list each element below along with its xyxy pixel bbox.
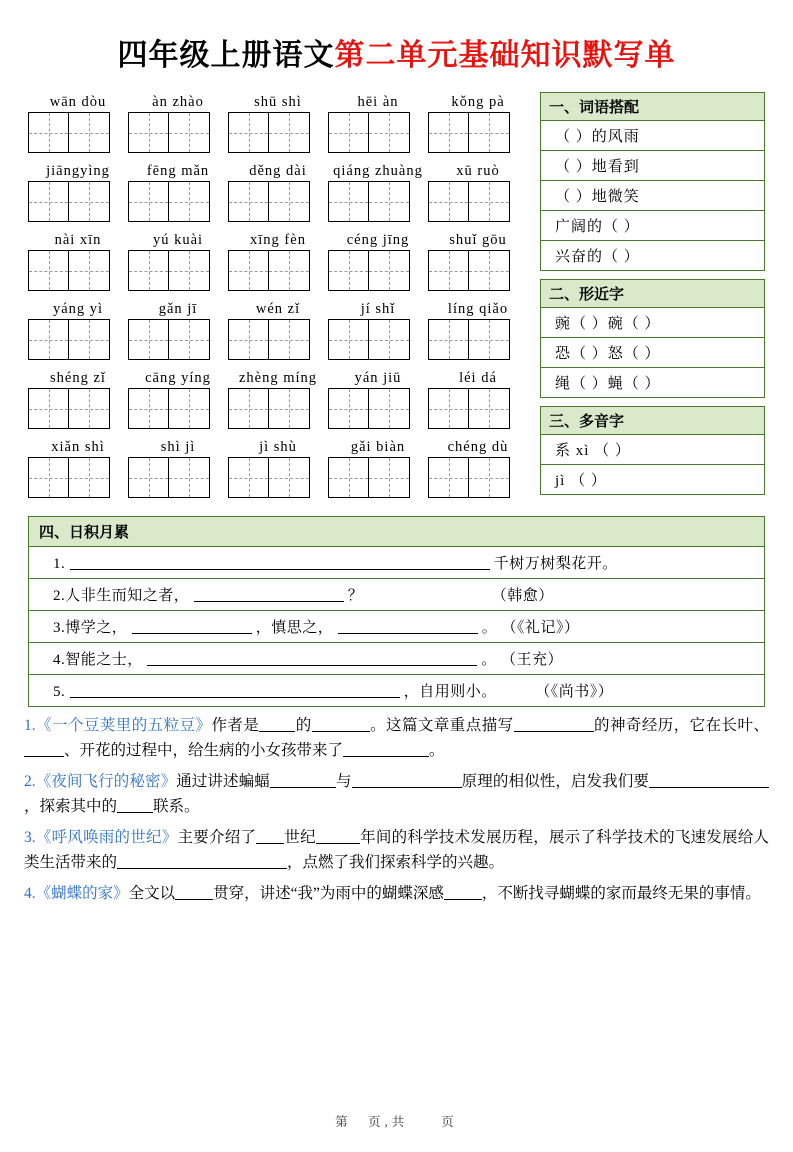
- tianzige-cell[interactable]: [369, 250, 410, 291]
- tianzige-cell[interactable]: [369, 388, 410, 429]
- tianzige-pair[interactable]: [228, 457, 328, 498]
- word-row: [28, 437, 528, 498]
- item-text: ，慎思之，: [255, 620, 334, 636]
- item-source: （韩愈）: [491, 588, 554, 604]
- tianzige-cell[interactable]: [328, 250, 369, 291]
- item-text: 博学之，: [65, 620, 128, 636]
- answer-blank[interactable]: [132, 618, 252, 634]
- section-2-row[interactable]: 恐（ ）怒（ ）: [541, 338, 764, 368]
- tianzige-pair[interactable]: [228, 181, 328, 222]
- pinyin-label: líng qiǎo: [447, 301, 509, 317]
- tianzige-pair[interactable]: [128, 319, 228, 360]
- pinyin-label: shéng zǐ: [50, 370, 106, 386]
- section-4-row[interactable]: [29, 547, 764, 579]
- tianzige-cell[interactable]: [269, 457, 310, 498]
- tianzige-pair[interactable]: [428, 388, 528, 429]
- question-item[interactable]: [24, 713, 769, 763]
- tianzige-pair[interactable]: [428, 457, 528, 498]
- question-text: 年间的科学技术发展历程，展示了科学技术的飞速发展给人类生活带来的: [24, 829, 769, 871]
- tianzige-cell[interactable]: [428, 181, 469, 222]
- section-4-row[interactable]: [29, 611, 764, 643]
- tianzige-cell[interactable]: [428, 112, 469, 153]
- answer-blank[interactable]: [316, 828, 360, 844]
- question-text: 全文以: [128, 885, 176, 902]
- answer-blank[interactable]: [175, 884, 213, 900]
- tianzige-cell[interactable]: [328, 457, 369, 498]
- tianzige-cell[interactable]: [28, 319, 69, 360]
- section-similar-characters: [540, 279, 765, 398]
- tianzige-cell[interactable]: [328, 319, 369, 360]
- item-text: 。: [481, 620, 498, 636]
- tianzige-cell[interactable]: [69, 181, 110, 222]
- pinyin-label: jiāngyìng: [46, 163, 110, 179]
- section-3-row[interactable]: jì （ ）: [555, 473, 607, 489]
- tianzige-cell[interactable]: [428, 388, 469, 429]
- tianzige-cell[interactable]: [228, 250, 269, 291]
- tianzige-pair[interactable]: [328, 388, 428, 429]
- tianzige-cell[interactable]: [269, 319, 310, 360]
- tianzige-cell[interactable]: [169, 250, 210, 291]
- item-number: 5.: [53, 684, 66, 700]
- tianzige-cell[interactable]: [28, 457, 69, 498]
- pinyin-label: xīng fèn: [250, 232, 306, 248]
- page-footer: 第 页,共 页: [335, 1115, 458, 1129]
- tianzige-cell[interactable]: [228, 319, 269, 360]
- right-sections: [540, 92, 765, 503]
- item-number: 3.: [53, 620, 66, 636]
- tianzige-cell[interactable]: [369, 319, 410, 360]
- tianzige-cell[interactable]: [328, 388, 369, 429]
- answer-blank[interactable]: [270, 772, 336, 788]
- tianzige-cell[interactable]: [28, 388, 69, 429]
- item-number: 4.: [53, 652, 66, 668]
- answer-blank[interactable]: [338, 618, 478, 634]
- question-number: 2.《夜间飞行的秘密》: [24, 773, 177, 790]
- tianzige-cell[interactable]: [269, 250, 310, 291]
- tianzige-cell[interactable]: [428, 457, 469, 498]
- tianzige-cell[interactable]: [128, 388, 169, 429]
- answer-blank[interactable]: [343, 741, 429, 757]
- pinyin-label: hēi àn: [357, 94, 399, 110]
- tianzige-cell[interactable]: [228, 388, 269, 429]
- tianzige-pair[interactable]: [328, 112, 428, 153]
- pinyin-label: àn zhào: [152, 94, 204, 110]
- answer-blank[interactable]: [70, 554, 490, 570]
- tianzige-cell[interactable]: [269, 388, 310, 429]
- section-1-row[interactable]: （ ）的风雨: [541, 121, 764, 151]
- pinyin-label: wén zǐ: [255, 301, 301, 317]
- tianzige-pair[interactable]: [228, 250, 328, 291]
- pinyin-label: yán jiū: [354, 370, 402, 386]
- pinyin-label: gǎn jī: [158, 301, 198, 317]
- answer-blank[interactable]: [117, 797, 153, 813]
- tianzige-cell[interactable]: [69, 457, 110, 498]
- item-source: （《尚书》）: [535, 684, 614, 700]
- tianzige-pair[interactable]: [28, 388, 128, 429]
- tianzige-cell[interactable]: [269, 112, 310, 153]
- answer-blank[interactable]: [444, 884, 482, 900]
- word-row: [28, 92, 528, 153]
- tianzige-pair[interactable]: [428, 181, 528, 222]
- section-3-row[interactable]: 系 xì （ ）: [541, 435, 764, 465]
- tianzige-pair[interactable]: [28, 250, 128, 291]
- main-area: [28, 92, 765, 506]
- tianzige-cell[interactable]: [328, 112, 369, 153]
- tianzige-cell[interactable]: [469, 112, 510, 153]
- tianzige-cell[interactable]: [369, 181, 410, 222]
- tianzige-line: [28, 457, 528, 498]
- question-text: 联系。: [153, 798, 200, 815]
- tianzige-line: [28, 388, 528, 429]
- tianzige-cell[interactable]: [469, 388, 510, 429]
- question-text: ，不断找寻蝴蝶的家而最终无果的事情。: [481, 885, 761, 902]
- question-text: 。: [429, 742, 445, 759]
- pinyin-label: xiǎn shì: [51, 439, 105, 455]
- question-item[interactable]: [24, 769, 769, 819]
- pinyin-line: [28, 299, 528, 319]
- item-text: ，自用则小。: [403, 684, 497, 700]
- tianzige-pair[interactable]: [228, 112, 328, 153]
- item-text: 。: [481, 652, 497, 668]
- item-number: 1.: [53, 556, 66, 572]
- tianzige-pair[interactable]: [128, 250, 228, 291]
- pinyin-label: céng jīng: [346, 232, 410, 248]
- item-text: 人非生而知之者，: [65, 588, 190, 604]
- tianzige-cell[interactable]: [169, 388, 210, 429]
- tianzige-cell[interactable]: [428, 319, 469, 360]
- section-1-row[interactable]: （ ）地看到: [541, 151, 764, 181]
- section-2-row[interactable]: 豌（ ）碗（ ）: [541, 308, 764, 338]
- question-text: 世纪: [284, 829, 316, 846]
- tianzige-pair[interactable]: [228, 388, 328, 429]
- item-text: 智能之士，: [65, 652, 143, 668]
- word-row: [28, 299, 528, 360]
- pinyin-label: xū ruò: [456, 163, 500, 179]
- question-text: 贯穿，讲述“我”为雨中的蝴蝶深感: [213, 885, 444, 902]
- worksheet-page: [0, 30, 793, 1152]
- item-source: （王充）: [501, 652, 564, 668]
- title-black-part: 四年级上册语文: [117, 39, 335, 72]
- pinyin-line: [28, 230, 528, 250]
- pinyin-label: yáng yì: [52, 301, 104, 317]
- pinyin-label: wān dòu: [49, 94, 107, 110]
- tianzige-cell[interactable]: [369, 112, 410, 153]
- section-1-header: 一、词语搭配: [541, 93, 764, 121]
- word-row: [28, 368, 528, 429]
- pinyin-label: nài xīn: [54, 232, 102, 248]
- section-polyphonic-characters: [540, 406, 765, 495]
- tianzige-cell[interactable]: [228, 457, 269, 498]
- tianzige-line: [28, 319, 528, 360]
- pinyin-label: jí shǐ: [360, 301, 396, 317]
- question-number: 1.《一个豆荚里的五粒豆》: [24, 717, 212, 734]
- word-row: [28, 230, 528, 291]
- pinyin-label: fēng mǎn: [146, 163, 210, 179]
- section-4-row[interactable]: [29, 579, 764, 611]
- pinyin-label: qiáng zhuàng: [333, 163, 423, 179]
- tianzige-pair[interactable]: [28, 181, 128, 222]
- answer-blank[interactable]: [24, 741, 64, 757]
- answer-blank[interactable]: [117, 853, 287, 869]
- tianzige-line: [28, 250, 528, 291]
- title-red-part: 第二单元基础知识默写单: [334, 39, 676, 72]
- tianzige-pair[interactable]: [328, 181, 428, 222]
- question-text: 通过讲述蝙蝠: [176, 773, 270, 790]
- pinyin-label: chéng dù: [447, 439, 509, 455]
- pinyin-line: [28, 437, 528, 457]
- pinyin-label: shū shì: [254, 94, 302, 110]
- tianzige-cell[interactable]: [169, 319, 210, 360]
- tianzige-cell[interactable]: [269, 181, 310, 222]
- pinyin-line: [28, 92, 528, 112]
- item-number: 2.: [53, 588, 66, 604]
- section-4-row[interactable]: [29, 675, 764, 706]
- tianzige-cell[interactable]: [128, 250, 169, 291]
- question-item[interactable]: [24, 825, 769, 875]
- tianzige-pair[interactable]: [428, 319, 528, 360]
- tianzige-cell[interactable]: [469, 181, 510, 222]
- section-1-row[interactable]: 兴奋的（ ）: [555, 249, 640, 265]
- tianzige-cell[interactable]: [128, 457, 169, 498]
- question-number: 3.《呼风唤雨的世纪》: [24, 829, 178, 846]
- answer-blank[interactable]: [312, 716, 370, 732]
- tianzige-cell[interactable]: [69, 319, 110, 360]
- tianzige-cell[interactable]: [28, 112, 69, 153]
- answer-blank[interactable]: [259, 716, 295, 732]
- answer-blank[interactable]: [256, 828, 284, 844]
- tianzige-pair[interactable]: [128, 112, 228, 153]
- pinyin-label: shuǐ gōu: [449, 232, 507, 248]
- question-text: ，点燃了我们探索科学的兴趣。: [287, 854, 505, 871]
- pinyin-line: [28, 161, 528, 181]
- tianzige-pair[interactable]: [328, 250, 428, 291]
- tianzige-pair[interactable]: [128, 457, 228, 498]
- pinyin-label: shì jì: [160, 439, 196, 455]
- section-2-header: 二、形近字: [541, 280, 764, 308]
- pinyin-label: zhèng míng: [238, 370, 318, 386]
- tianzige-cell[interactable]: [369, 457, 410, 498]
- section-1-row[interactable]: （ ）地微笑: [541, 181, 764, 211]
- item-source: （《礼记》）: [501, 620, 580, 636]
- question-text: 。这篇文章重点描写: [369, 717, 514, 734]
- section-2-row[interactable]: 绳（ ）蝇（ ）: [555, 376, 661, 392]
- section-4-header: 四、日积月累: [29, 517, 764, 547]
- question-number: 4.《蝴蝶的家》: [24, 885, 129, 902]
- pinyin-label: jì shù: [259, 439, 297, 455]
- pinyin-label: děng dài: [249, 163, 307, 179]
- answer-blank[interactable]: [70, 682, 400, 698]
- tianzige-pair[interactable]: [128, 388, 228, 429]
- pinyin-label: cāng yíng: [145, 370, 211, 386]
- question-text: 的神奇经历，它在长叶、: [593, 717, 769, 734]
- tianzige-cell[interactable]: [169, 112, 210, 153]
- tianzige-pair[interactable]: [128, 181, 228, 222]
- tianzige-pair[interactable]: [28, 457, 128, 498]
- tianzige-cell[interactable]: [128, 319, 169, 360]
- tianzige-line: [28, 112, 528, 153]
- tianzige-cell[interactable]: [69, 112, 110, 153]
- section-4-row[interactable]: [29, 643, 764, 675]
- section-1-row[interactable]: 广阔的（ ）: [541, 211, 764, 241]
- answer-blank[interactable]: [649, 772, 769, 788]
- tianzige-cell[interactable]: [469, 319, 510, 360]
- question-item[interactable]: [24, 881, 769, 906]
- tianzige-pair[interactable]: [328, 319, 428, 360]
- item-text: 千树万树梨花开。: [493, 556, 618, 572]
- tianzige-cell[interactable]: [128, 112, 169, 153]
- tianzige-cell[interactable]: [469, 250, 510, 291]
- pinyin-label: kǒng pà: [451, 94, 505, 110]
- question-text: 主要介绍了: [177, 829, 257, 846]
- tianzige-cell[interactable]: [328, 181, 369, 222]
- tianzige-cell[interactable]: [169, 181, 210, 222]
- answer-blank[interactable]: [194, 586, 344, 602]
- tianzige-cell[interactable]: [128, 181, 169, 222]
- tianzige-cell[interactable]: [169, 457, 210, 498]
- pinyin-label: yú kuài: [152, 232, 204, 248]
- section-daily-accumulation: [28, 516, 765, 707]
- tianzige-pair[interactable]: [228, 319, 328, 360]
- tianzige-line: [28, 181, 528, 222]
- answer-blank[interactable]: [352, 772, 462, 788]
- tianzige-cell[interactable]: [228, 181, 269, 222]
- page-title: [0, 30, 793, 74]
- question-text: 作者是: [211, 717, 260, 734]
- tianzige-cell[interactable]: [69, 388, 110, 429]
- tianzige-cell[interactable]: [28, 250, 69, 291]
- word-row: [28, 161, 528, 222]
- question-text: ，探索其中的: [24, 798, 118, 815]
- tianzige-pair[interactable]: [328, 457, 428, 498]
- pinyin-line: [28, 368, 528, 388]
- tianzige-pair[interactable]: [428, 112, 528, 153]
- tianzige-cell[interactable]: [28, 181, 69, 222]
- tianzige-cell[interactable]: [228, 112, 269, 153]
- pinyin-label: gǎi biàn: [350, 439, 406, 455]
- tianzige-pair[interactable]: [428, 250, 528, 291]
- tianzige-cell[interactable]: [428, 250, 469, 291]
- item-text: ？: [347, 588, 364, 604]
- tianzige-cell[interactable]: [69, 250, 110, 291]
- answer-blank[interactable]: [147, 650, 477, 666]
- question-text: 与: [335, 773, 352, 790]
- section-3-header: 三、多音字: [541, 407, 764, 435]
- pinyin-label: léi dá: [459, 370, 497, 386]
- tianzige-cell[interactable]: [469, 457, 510, 498]
- question-text: 原理的相似性，启发我们要: [461, 773, 649, 790]
- tianzige-pair[interactable]: [28, 319, 128, 360]
- question-text: 的: [295, 717, 312, 734]
- question-text: 、开花的过程中，给生病的小女孩带来了: [64, 742, 344, 759]
- section-word-collocation: [540, 92, 765, 271]
- answer-blank[interactable]: [514, 716, 594, 732]
- pinyin-grid-section: [28, 92, 528, 506]
- tianzige-pair[interactable]: [28, 112, 128, 153]
